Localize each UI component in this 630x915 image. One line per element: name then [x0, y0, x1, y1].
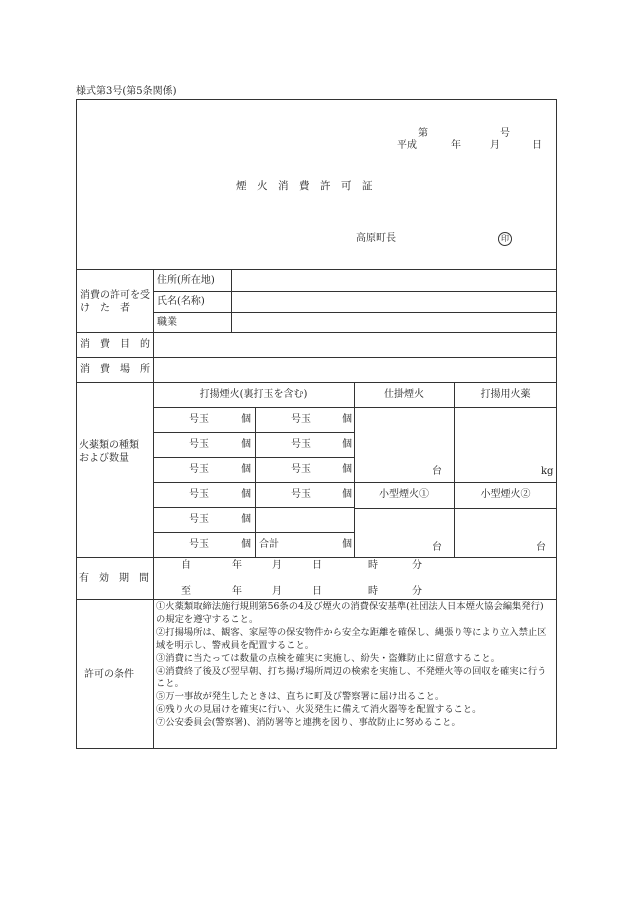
condition-item: ⑥残り火の見届けを確実に行い、火災発生に備えて消火器等を配置すること。	[156, 704, 482, 716]
line-uchiage-row3	[153, 482, 557, 483]
condition-item: ①火薬類取締法施行規則第56条の4及び煙火の消費保安基準(社団法人日本煙火協会編集発行)の規定を遵守すること。	[156, 601, 544, 625]
period-from-minute: 分	[412, 560, 422, 571]
kg-powder: kg	[541, 466, 554, 477]
condition-item: ②打揚場所は、観客、家屋等の保安物件から安全な距離を確保し、縄張り等により立入禁止区域を明示し、警戒員を配置すること。	[156, 626, 547, 651]
frame-left	[76, 99, 77, 749]
period-from-year: 年	[232, 560, 242, 571]
applicant-label-line1: 消費の許可を受	[80, 290, 150, 301]
fireworks-label-line2: および数量	[79, 453, 129, 464]
line-uchiage-row4	[153, 507, 354, 508]
period-from-month: 月	[272, 560, 282, 571]
field-address: 住所(所在地)	[157, 275, 215, 286]
uchiage-mid-divider	[255, 407, 256, 558]
line-uchiage-row2	[153, 457, 354, 458]
ko-r4-right: 個	[342, 489, 352, 500]
seal-mark: 印	[498, 232, 512, 246]
ko-r2-right: 個	[342, 439, 352, 450]
line-small-header-bottom	[354, 508, 557, 509]
gou-r2-right: 号玉	[291, 439, 311, 450]
purpose-label: 消 費 目 的	[80, 339, 150, 350]
ko-r3-right: 個	[342, 464, 352, 475]
date-year: 年	[451, 140, 461, 151]
line-uchiage-row5	[153, 532, 354, 533]
ko-r3-left: 個	[241, 464, 251, 475]
line-uchiage-row1	[153, 432, 354, 433]
ko-total: 個	[342, 539, 352, 550]
ko-r5-left: 個	[241, 514, 251, 525]
total-label: 合計	[259, 539, 279, 550]
gou-r5-left: 号玉	[189, 514, 209, 525]
line-name-bottom	[153, 312, 557, 313]
ko-r1-left: 個	[241, 414, 251, 425]
date-month: 月	[490, 140, 500, 151]
dai-shikake: 台	[432, 466, 442, 477]
condition-item: ③消費に当たっては数量の点検を確実に実施し、紛失・盗難防止に留意すること。	[156, 652, 500, 664]
ko-r4-left: 個	[241, 489, 251, 500]
period-to-minute: 分	[412, 586, 422, 597]
period-to: 至	[181, 586, 191, 597]
gou-r1-right: 号玉	[291, 414, 311, 425]
condition-item: ⑤万一事故が発生したときは、直ちに町及び警察署に届け出ること。	[156, 691, 445, 703]
condition-item: ④消費終了後及び翌早朝、打ち揚げ場所周辺の検索を実施し、不発煙火等の回収を確実に行うこと。	[156, 665, 547, 690]
line-address-bottom	[153, 291, 557, 292]
period-to-day: 日	[312, 586, 322, 597]
dai-small1: 台	[432, 542, 442, 553]
ko-r6-left: 個	[241, 539, 251, 550]
line-header-bottom	[76, 269, 557, 270]
conditions-list	[156, 601, 552, 730]
fireworks-label-line1: 火薬類の種類	[79, 440, 139, 451]
issuer: 高原町長	[356, 233, 396, 244]
col-uchiage-powder: 打揚用火薬	[480, 389, 531, 400]
form-label: 様式第3号(第5条関係)	[76, 86, 177, 97]
label-column-divider	[153, 269, 154, 749]
col-uchiage: 打揚煙火(裏打玉を含む)	[199, 389, 308, 400]
line-place-bottom	[76, 382, 557, 383]
period-from: 自	[181, 560, 191, 571]
col-shikake: 仕掛煙火	[384, 389, 424, 400]
line-fw-header-bottom	[153, 407, 557, 408]
line-purpose-bottom	[76, 357, 557, 358]
applicant-label-line2: け た 者	[80, 303, 130, 314]
gou-r3-left: 号玉	[189, 464, 209, 475]
field-occupation: 職業	[157, 317, 177, 328]
frame-bottom	[76, 748, 557, 749]
fw-divider-uchiage-shikake	[354, 382, 355, 558]
period-to-year: 年	[232, 586, 242, 597]
period-from-hour: 時	[368, 560, 378, 571]
col-small2: 小型煙火②	[480, 489, 531, 500]
period-to-month: 月	[272, 586, 282, 597]
period-label: 有 効 期 間	[79, 573, 149, 584]
conditions-label: 許可の条件	[84, 669, 134, 680]
period-to-hour: 時	[368, 586, 378, 597]
gou-r1-left: 号玉	[189, 414, 209, 425]
fw-divider-shikake-powder	[454, 382, 455, 558]
gou-r2-left: 号玉	[189, 439, 209, 450]
date-day: 日	[532, 140, 542, 151]
gou-r4-left: 号玉	[189, 489, 209, 500]
frame-top	[76, 99, 557, 100]
frame-right	[556, 99, 557, 749]
number-prefix: 第	[418, 128, 428, 139]
gou-r4-right: 号玉	[291, 489, 311, 500]
condition-item: ⑦公安委員会(警察署)、消防署等と連携を図り、事故防止に努めること。	[156, 717, 461, 729]
applicant-field-divider	[231, 269, 232, 333]
line-applicant-bottom	[76, 332, 557, 333]
line-fireworks-bottom	[76, 557, 557, 558]
place-label: 消 費 場 所	[80, 364, 150, 375]
dai-small2: 台	[536, 542, 546, 553]
col-small1: 小型煙火①	[379, 489, 429, 500]
period-from-day: 日	[312, 560, 322, 571]
ko-r1-right: 個	[342, 414, 352, 425]
document-title: 煙 火 消 費 許 可 証	[236, 180, 373, 192]
number-suffix: 号	[500, 128, 510, 139]
gou-r6-left: 号玉	[189, 539, 209, 550]
ko-r2-left: 個	[241, 439, 251, 450]
date-era: 平成	[397, 140, 417, 151]
line-period-bottom	[76, 599, 557, 600]
field-name: 氏名(名称)	[157, 296, 205, 307]
gou-r3-right: 号玉	[291, 464, 311, 475]
